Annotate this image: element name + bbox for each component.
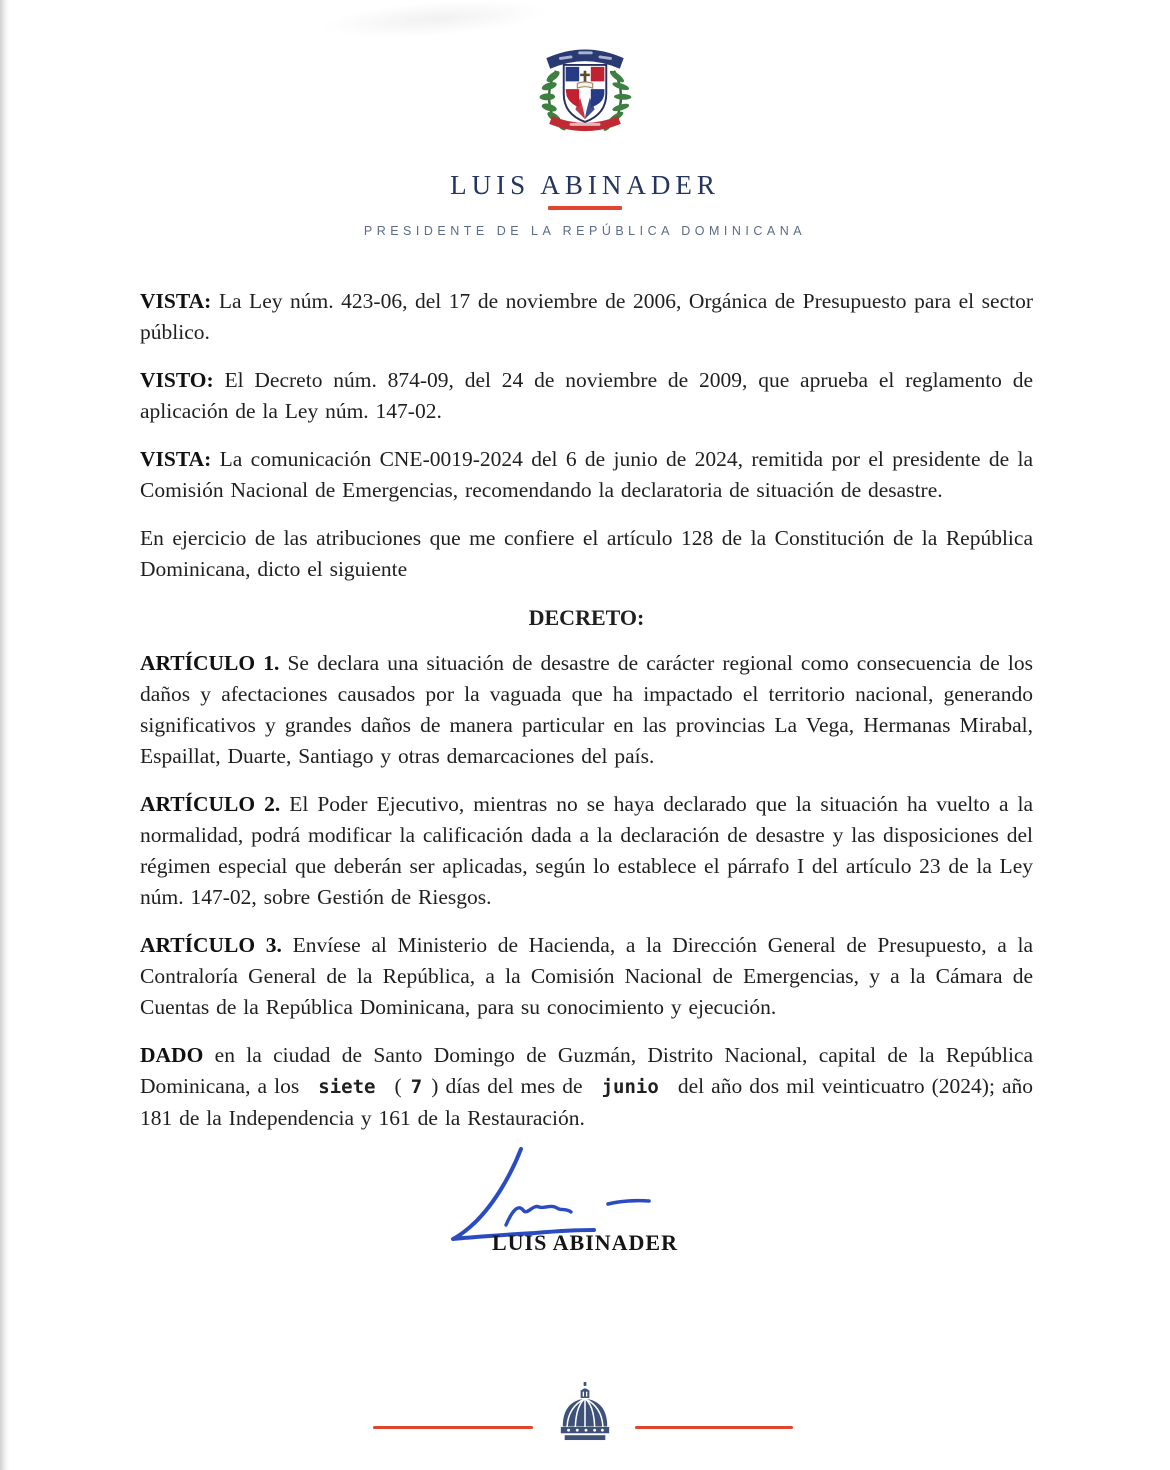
national-palace-dome-icon (556, 1381, 614, 1443)
footer-left-rule (373, 1426, 533, 1429)
dado-closing-paragraph (140, 1040, 1033, 1134)
typed-day-word: siete (318, 1076, 376, 1098)
article-lead: ARTÍCULO 2. (140, 792, 281, 816)
president-name-title: LUIS ABINADER (450, 170, 720, 200)
paragraph-lead: VISTA: (140, 289, 212, 313)
paragraph-visto (140, 365, 1033, 427)
article-lead: ARTÍCULO 1. (140, 651, 280, 675)
paren-close: ) (431, 1074, 439, 1098)
signature-block (420, 1130, 750, 1270)
dado-lead: DADO (140, 1043, 204, 1067)
article-1 (140, 648, 1033, 772)
article-text: Envíese al Ministerio de Hacienda, a la Dirección General de Presupuesto, a la Contraloría General de la República, a la Comisión Nacional de Emergencias, y a la Cámara de Cuentas de la República Dominicana, para su conocimiento y ejecución. (140, 933, 1034, 1019)
signatory-name: LUIS ABINADER (492, 1230, 678, 1255)
paragraph-text: La comunicación CNE-0019-2024 del 6 de junio de 2024, remitida por el presidente de la Comisión Nacional de Emergencias, recomendando la declaratoria de situación de desastre. (140, 447, 1034, 502)
red-divider-rule (548, 206, 622, 210)
typed-day-number: 7 (410, 1076, 423, 1098)
decree-heading: DECRETO: (528, 605, 645, 630)
paragraph-vista-1 (140, 286, 1033, 348)
paragraph-text: El Decreto núm. 874-09, del 24 de noviembre de 2009, que aprueba el reglamento de aplicación de la Ley núm. 147-02. (140, 368, 1034, 423)
typed-month: junio (601, 1076, 659, 1098)
paragraph-text: En ejercicio de las atribuciones que me confiere el artículo 128 de la Constitución de la República Dominicana, dicto el siguiente (140, 526, 1033, 581)
coat-of-arms-icon (527, 36, 643, 148)
dado-text: días del mes de (445, 1074, 583, 1098)
article-text: Se declara una situación de desastre de carácter regional como consecuencia de los daños y afectaciones causados por la vaguada que ha impactado el territorio nacional, generando significativos y grandes daños de manera particular en las provincias La Vega, Hermanas Mirabal, Espaillat, Duarte, Santiago y otras demarcaciones del país. (140, 651, 1033, 768)
article-3 (140, 930, 1033, 1023)
paragraph-vista-2 (140, 444, 1033, 506)
paragraph-lead: VISTO: (140, 368, 214, 392)
paragraph-preamble (140, 523, 1033, 585)
article-text: El Poder Ejecutivo, mientras no se haya declarado que la situación ha vuelto a la normalidad, podrá modificar la calificación dada a la declaración de desastre y las disposiciones del régimen especial que deberán ser aplicadas, según lo establece el párrafo I del artículo 23 de la Ley núm. 147-02, sobre Gestión de Riesgos. (140, 792, 1034, 909)
dado-text: del año dos mil veinticuatro (2024); año 181 de la Independencia y 161 de la Restauración. (140, 1074, 1034, 1130)
scan-smudge (319, 0, 551, 44)
paragraph-lead: VISTA: (140, 447, 212, 471)
scan-edge-shadow (0, 0, 10, 1470)
paragraph-text: La Ley núm. 423-06, del 17 de noviembre de 2006, Orgánica de Presupuesto para el sector público. (140, 289, 1034, 344)
paren-open: ( (394, 1074, 402, 1098)
decree-body-text (140, 286, 1033, 1151)
article-2 (140, 789, 1033, 913)
dado-text: en la ciudad de Santo Domingo de Guzmán, Distrito Nacional, capital de la República Dominicana, a los (140, 1043, 1034, 1098)
article-lead: ARTÍCULO 3. (140, 933, 282, 957)
footer-right-rule (635, 1426, 793, 1429)
president-subtitle: PRESIDENTE DE LA REPÚBLICA DOMINICANA (363, 224, 807, 238)
